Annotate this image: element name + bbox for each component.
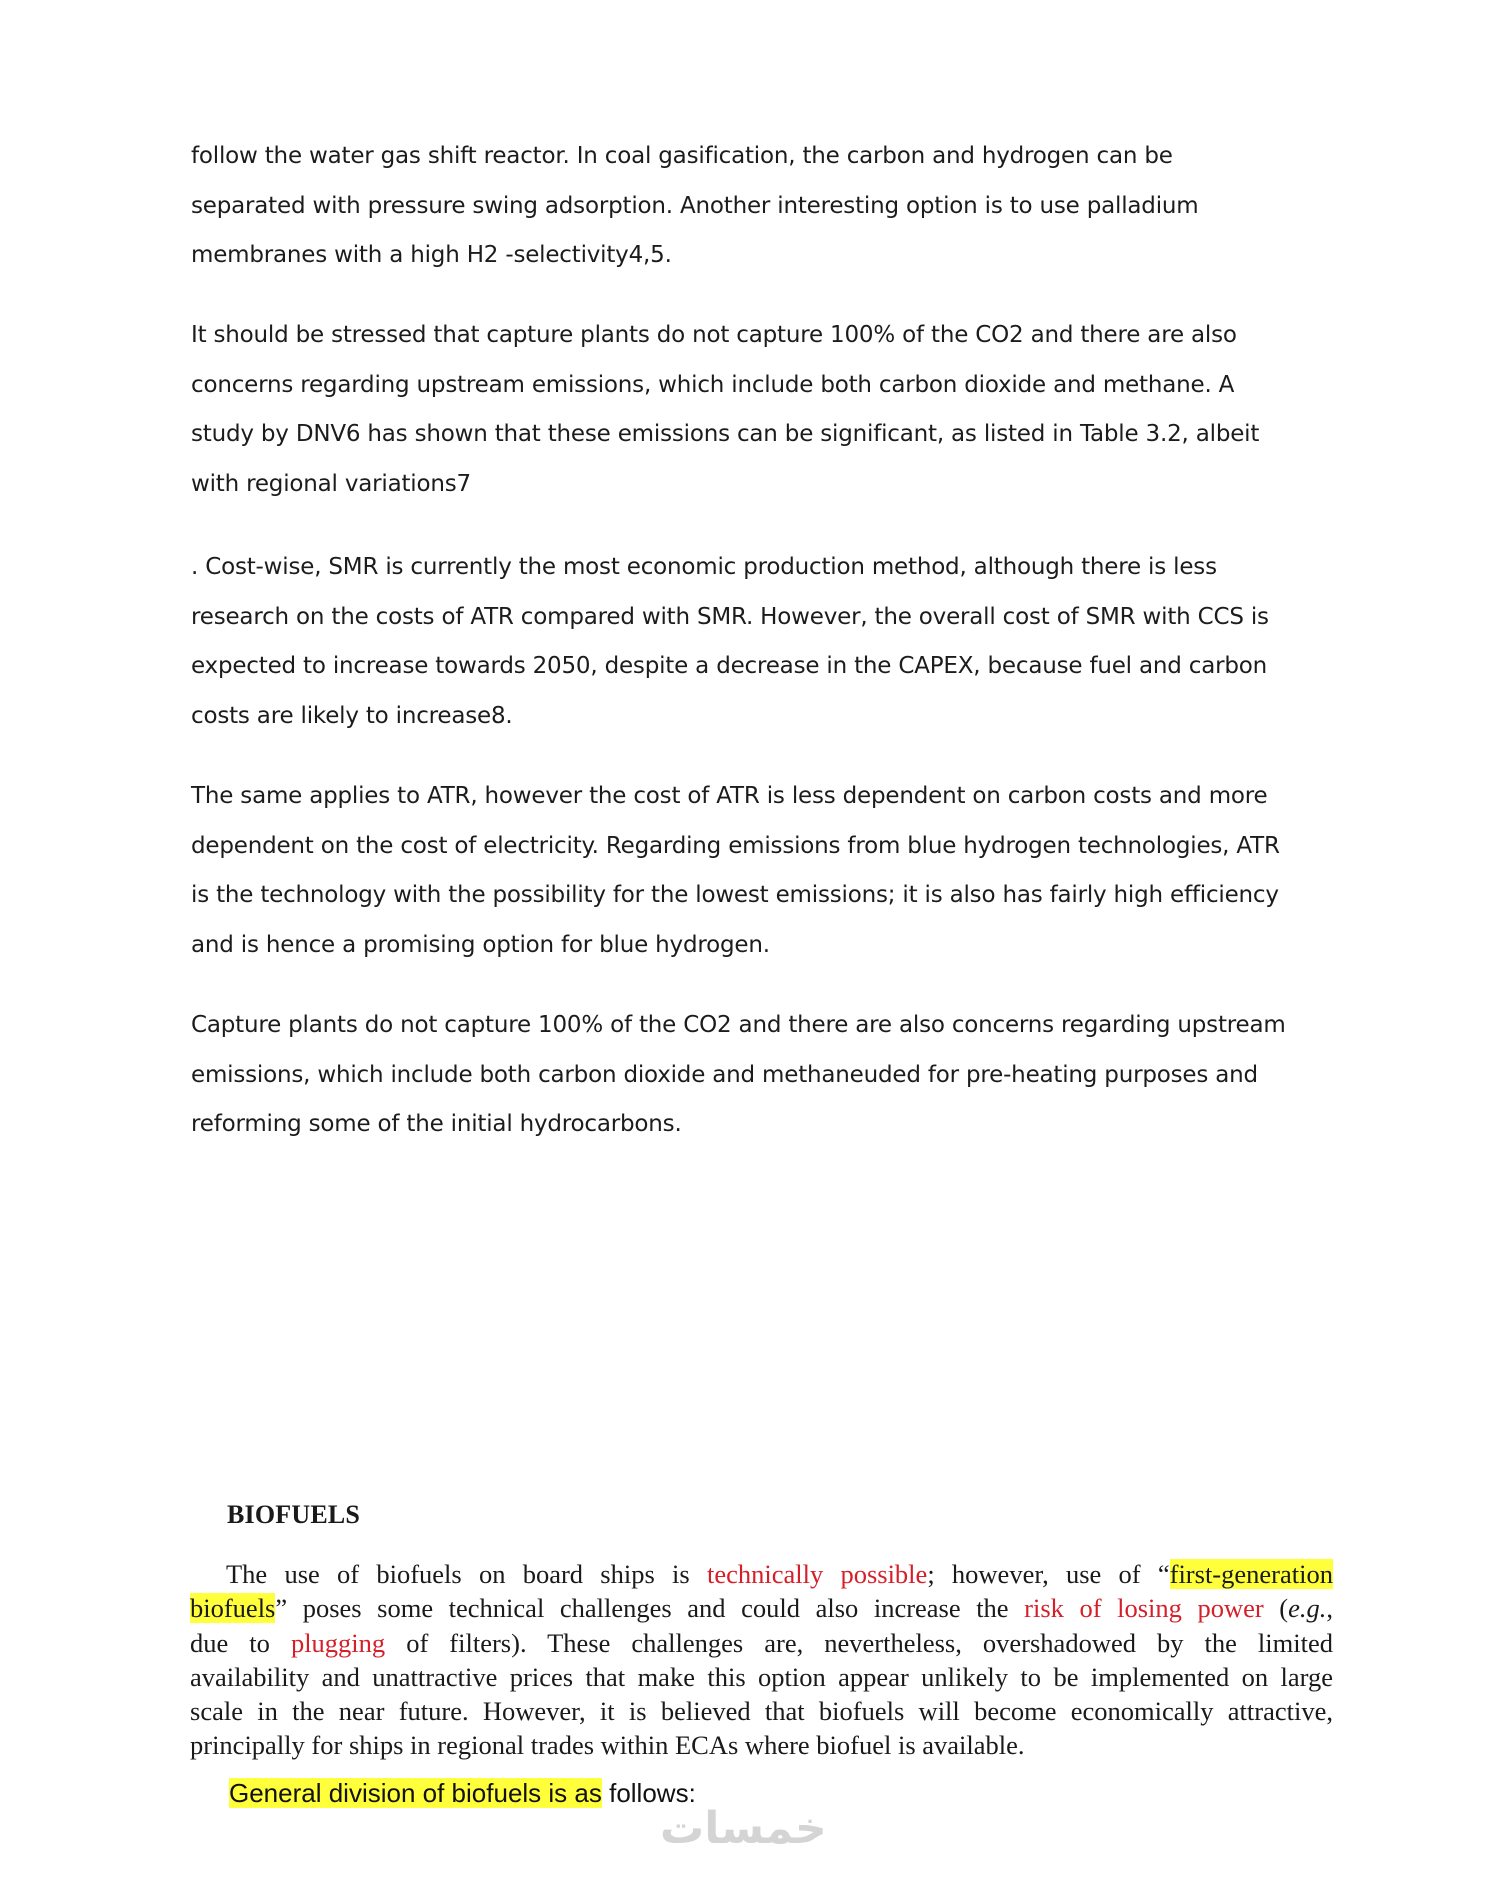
highlighted-text: biofuels [190, 1593, 276, 1624]
text-line: emissions, which include both carbon dioxide and methaneuded for pre-heating purposes and [191, 1061, 1258, 1088]
highlighted-text: first-generation [1169, 1559, 1333, 1589]
text-run: ; however, use of “ [927, 1559, 1170, 1589]
text-line: separated with pressure swing adsorption. Another interesting option is to use palladium [191, 192, 1199, 219]
text-line: is the technology with the possibility for the lowest emissions; it is also has fairly high efficiency [191, 882, 1279, 908]
text-line [190, 1626, 1333, 1660]
text-line: . Cost-wise, SMR is currently the most economic production method, although there is less [191, 554, 1217, 580]
text-line: It should be stressed that capture plants do not capture 100% of the CO2 and there are also [191, 322, 1237, 348]
text-line: membranes with a high H2 -selectivity4,5. [191, 242, 672, 268]
text-run: due to [190, 1627, 291, 1658]
text-line [190, 1591, 1333, 1625]
paragraph-capture-plants [191, 311, 1341, 509]
paragraph-biofuels [190, 1557, 1333, 1763]
text-line: dependent on the cost of electricity. Regarding emissions from blue hydrogen technologies, ATR [191, 832, 1280, 859]
text-run: The use of biofuels on board ships is [226, 1559, 707, 1589]
text-run: of filters). These challenges are, nevertheless, overshadowed by the limited [385, 1627, 1333, 1658]
text-run: ( [1263, 1593, 1289, 1624]
emphasis-red: plugging [290, 1627, 386, 1658]
italic-text: e.g. [1288, 1593, 1327, 1624]
text-line: study by DNV6 has shown that these emissions can be significant, as listed in Table 3.2, albeit [191, 421, 1260, 447]
emphasis-red: risk of losing power [1024, 1593, 1264, 1624]
text-run: , [1326, 1593, 1334, 1624]
text-line: concerns regarding upstream emissions, which include both carbon dioxide and methane. A [191, 371, 1235, 398]
watermark-logo: خمسات [660, 1803, 827, 1854]
text-line: reforming some of the initial hydrocarbons. [191, 1111, 682, 1137]
section-heading-biofuels: BIOFUELS [227, 1500, 361, 1529]
text-line: and is hence a promising option for blue hydrogen. [191, 931, 770, 958]
paragraph-upstream-emissions [191, 1001, 1341, 1150]
paragraph-cost-wise [191, 543, 1341, 741]
highlighted-text: General division of biofuels is as [229, 1778, 602, 1808]
paragraph-water-gas-shift [191, 132, 1341, 281]
text-line: availability and unattractive prices that make this option appear unlikely to be implemented on large [190, 1661, 1333, 1692]
text-line: research on the costs of ATR compared with SMR. However, the overall cost of SMR with CCS is [191, 603, 1269, 630]
text-run: ” poses some technical challenges and could also increase the [275, 1593, 1025, 1624]
text-line [190, 1557, 1333, 1591]
text-run: follows: [601, 1778, 696, 1808]
text-line: Capture plants do not capture 100% of the CO2 and there are also concerns regarding upstream [191, 1012, 1286, 1038]
text-line: principally for ships in regional trades within ECAs where biofuel is available. [190, 1730, 1025, 1761]
text-line: expected to increase towards 2050, despite a decrease in the CAPEX, because fuel and carbon [191, 653, 1267, 679]
text-line: with regional variations7 [191, 470, 471, 497]
biofuels-division-line [229, 1775, 696, 1811]
text-line: The same applies to ATR, however the cost of ATR is less dependent on carbon costs and more [191, 783, 1268, 809]
paragraph-atr [191, 772, 1341, 970]
text-line: follow the water gas shift reactor. In coal gasification, the carbon and hydrogen can be [191, 143, 1173, 169]
text-line: costs are likely to increase8. [191, 702, 513, 729]
emphasis-red: technically possible [706, 1559, 928, 1589]
text-line: scale in the near future. However, it is believed that biofuels will become economically attractive, [190, 1696, 1333, 1727]
